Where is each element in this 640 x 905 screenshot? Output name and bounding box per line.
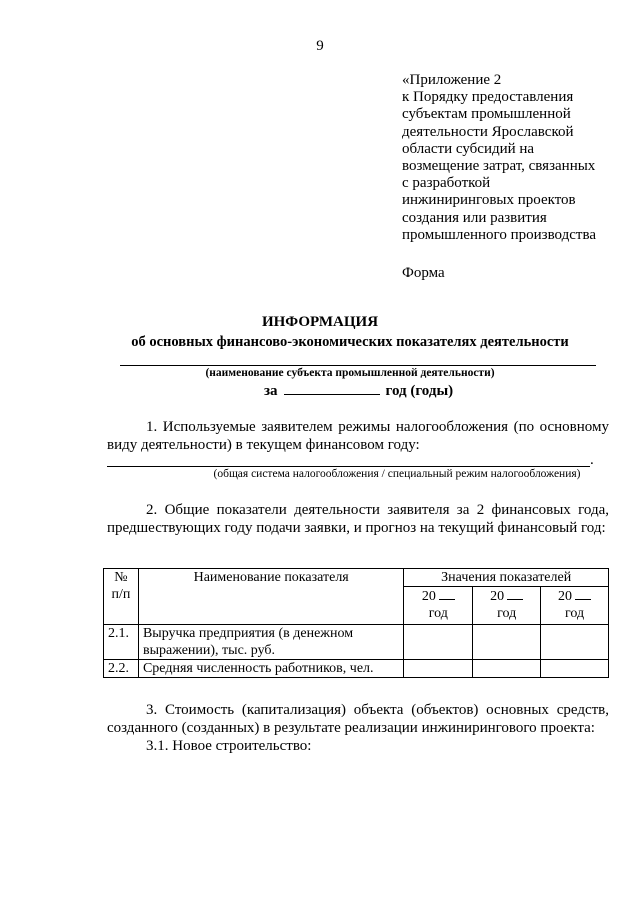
appendix-line: промышленного производства (402, 226, 597, 243)
appendix-line: возмещение затрат, связанных (402, 158, 596, 175)
subject-name-caption: (наименование субъекта промышленной деятельности) (205, 367, 495, 379)
appendix-line: инжиниринговых проектов (402, 192, 576, 209)
value-cell[interactable] (541, 625, 609, 660)
document-title: ИНФОРМАЦИЯ (261, 314, 379, 330)
section-3-text (107, 701, 609, 737)
page-number: 9 (316, 38, 324, 54)
table-row (104, 660, 609, 678)
tax-regime-line-end: . (590, 452, 594, 468)
tax-regime-caption: (общая система налогообложения / специальный режим налогообложения) (213, 468, 581, 480)
appendix-line: с разработкой (402, 175, 491, 192)
section-1-text (107, 418, 609, 454)
value-cell[interactable] (404, 625, 473, 660)
period-prefix: за (264, 383, 278, 399)
value-cell[interactable] (541, 660, 609, 678)
section-2-content: 2. Общие показатели деятельности заявителя за 2 финансовых года, предшествующих году подачи заявки, и прогноз на текущий финансовый год: (107, 502, 609, 536)
year-cell: 20 год (541, 587, 609, 625)
appendix-line: «Приложение 2 (402, 72, 502, 88)
appendix-line: к Порядку предоставления (402, 89, 574, 106)
section-2-text (107, 501, 609, 537)
year-cell: 20 год (404, 587, 473, 625)
appendix-line: создания или развития (402, 209, 547, 226)
period-suffix: год (годы) (385, 383, 454, 399)
row-num: 2.1. (104, 625, 139, 660)
table-header-row (104, 569, 609, 587)
row-name: Средняя численность работников, чел. (138, 660, 403, 678)
period-line (264, 382, 453, 400)
period-blank (284, 382, 380, 395)
section-1-content: 1. Используемые заявителем режимы налогообложения (по основному виду деятельности) в текущем финансовом году: (107, 419, 609, 453)
indicators-table (103, 568, 609, 678)
row-name: Выручка предприятия (в денежном выражении), тыс. руб. (138, 625, 403, 660)
appendix-line: деятельности Ярославской (402, 123, 574, 140)
value-cell[interactable] (404, 660, 473, 678)
form-label: Форма (402, 265, 445, 281)
appendix-line: области субсидий на (402, 140, 535, 157)
section-3-content: 3. Стоимость (капитализация) объекта (объектов) основных средств, созданного (созданных) в результате реализации инжинирингового проекта: (107, 702, 609, 736)
header-num: № п/п (104, 569, 139, 625)
section-3-1-text: 3.1. Новое строительство: (146, 738, 312, 754)
year-cell: 20 год (473, 587, 541, 625)
document-subtitle: об основных финансово-экономических показателях деятельности (131, 334, 569, 350)
appendix-header (402, 72, 617, 244)
table-row (104, 625, 609, 660)
value-cell[interactable] (473, 660, 541, 678)
appendix-line: субъектам промышленной (402, 106, 571, 123)
subject-name-line (120, 365, 596, 366)
row-num: 2.2. (104, 660, 139, 678)
tax-regime-line (107, 466, 590, 467)
header-name: Наименование показателя (138, 569, 403, 625)
value-cell[interactable] (473, 625, 541, 660)
header-values: Значения показателей (404, 569, 609, 587)
